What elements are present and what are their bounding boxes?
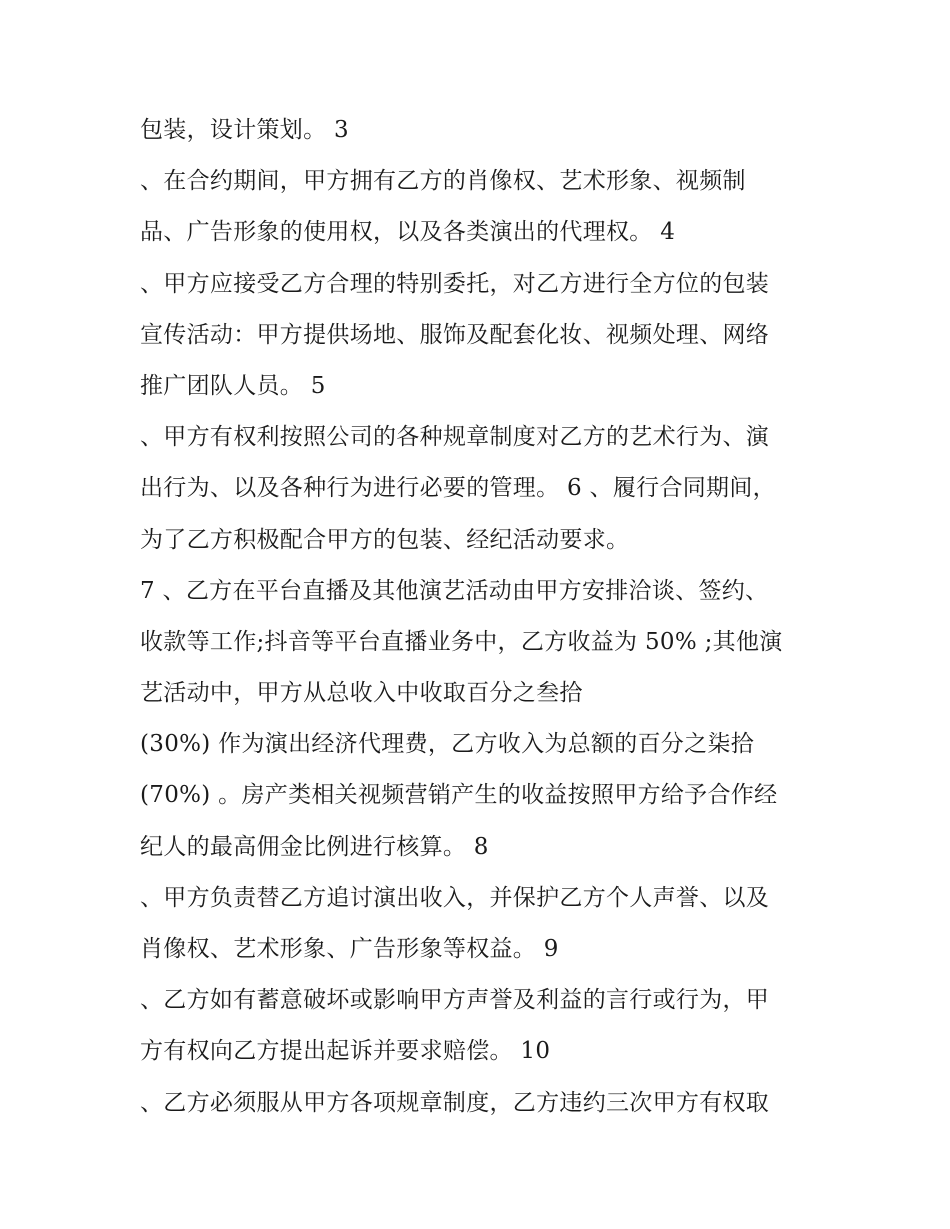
text-line: 出行为、以及各种行为进行必要的管理。 6 、履行合同期间， — [140, 475, 776, 502]
text-line: 品、广告形象的使用权，以及各类演出的代理权。 4 — [140, 219, 676, 246]
text-line: 推广团队人员。 5 — [140, 372, 326, 399]
text-line: 包装，设计策划。 3 — [140, 117, 349, 143]
text-line: 收款等工作;抖音等平台直播业务中，乙方收益为 50% ;其他演 — [140, 628, 783, 655]
document-body — [140, 107, 820, 1131]
text-line: 、甲方负责替乙方追讨演出收入，并保护乙方个人声誉、以及 — [140, 884, 770, 911]
text-line: 纪人的最高佣金比例进行核算。 8 — [140, 833, 489, 860]
text-line: 方有权向乙方提出起诉并要求赔偿。 10 — [140, 1038, 551, 1065]
text-line: 、乙方必须服从甲方各项规章制度，乙方违约三次甲方有权取 — [140, 1089, 770, 1116]
text-line: 、在合约期间，甲方拥有乙方的肖像权、艺术形象、视频制 — [140, 168, 746, 195]
text-line: 宣传活动：甲方提供场地、服饰及配套化妆、视频处理、网络 — [140, 321, 770, 348]
text-line: 肖像权、艺术形象、广告形象等权益。 9 — [140, 936, 559, 962]
text-line: 、乙方如有蓄意破坏或影响甲方声誉及利益的言行或行为，甲 — [140, 987, 770, 1014]
text-line: 、甲方应接受乙方合理的特别委托，对乙方进行全方位的包装 — [140, 270, 770, 297]
text-line: 为了乙方积极配合甲方的包装、经纪活动要求。 — [140, 526, 630, 553]
text-line: 、甲方有权利按照公司的各种规章制度对乙方的艺术行为、演 — [140, 424, 770, 451]
text-line: (30%) 作为演出经济代理费，乙方收入为总额的百分之柒拾 — [140, 731, 755, 758]
text-line: 7 、乙方在平台直播及其他演艺活动由甲方安排洽谈、签约、 — [140, 577, 769, 604]
text-line: 艺活动中，甲方从总收入中收取百分之叁拾 — [140, 680, 583, 707]
text-line: (70%) 。房产类相关视频营销产生的收益按照甲方给予合作经 — [140, 782, 778, 809]
